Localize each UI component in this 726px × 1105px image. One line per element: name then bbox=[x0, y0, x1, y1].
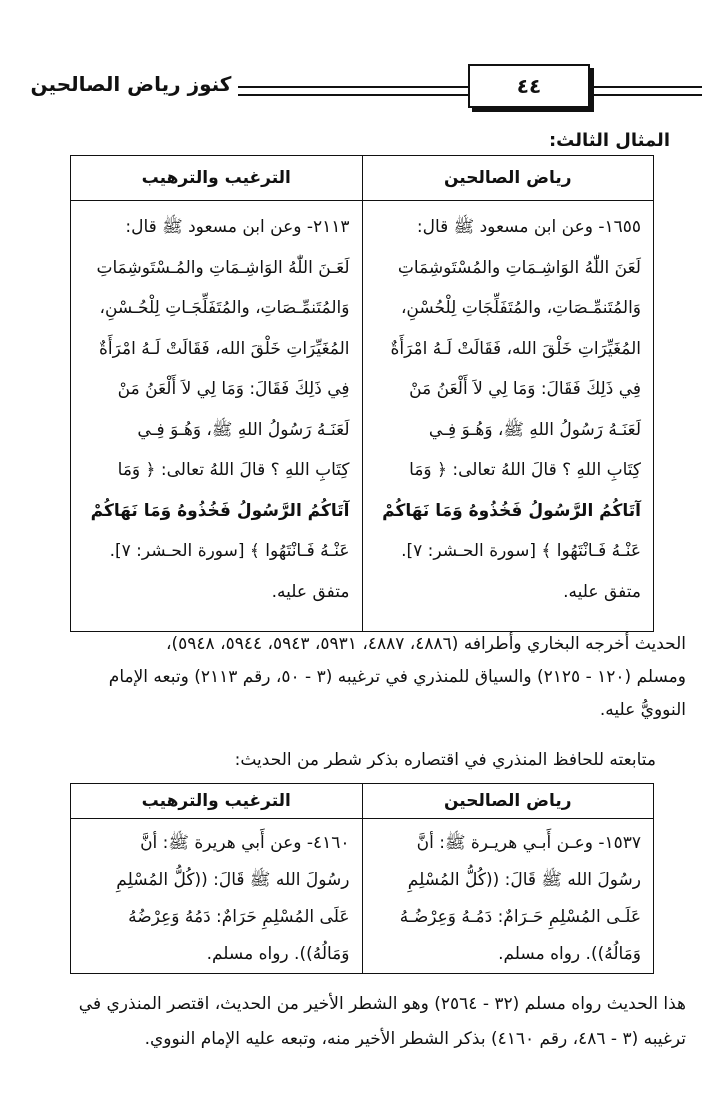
text-line: وَمَالُهُ)). رواه مسلم. bbox=[498, 944, 641, 964]
comparison-table-2 bbox=[70, 783, 654, 974]
example-label: المثال الثالث: bbox=[548, 130, 670, 151]
text-line: هذا الحديث رواه مسلم (٣٢ - ٢٥٦٤) وهو الشطر الأخير من الحديث، اقتصر المنذري في bbox=[78, 994, 686, 1014]
text-line: ترغيبه (٣ - ٤٨٦، رقم ٤١٦٠) بذكر الشطر الأخير منه، وتبعه عليه الإمام النووي. bbox=[144, 1029, 686, 1049]
paragraph-intro bbox=[46, 744, 656, 777]
text-line: الحديث أخرجه البخاري وأطرافه (٤٨٨٦، ٤٨٨٧، ٥٩٣١، ٥٩٤٣، ٥٩٤٤، ٥٩٤٨)، bbox=[166, 634, 686, 654]
table1-header-targhib: الترغيب والترهيب bbox=[71, 156, 363, 201]
text-line: ٢١١٣- وعن ابن مسعود ﷺ قال: bbox=[125, 217, 350, 237]
table2-header-targhib: الترغيب والترهيب bbox=[71, 784, 363, 819]
text-line: ١٥٣٧- وعـن أَبـي هريـرة ﷺ: أنَّ bbox=[416, 833, 641, 853]
text-line: رسُولَ الله ﷺ قَالَ: ((كُلُّ المُسْلِمِ bbox=[407, 870, 641, 890]
comparison-table-1 bbox=[70, 155, 654, 632]
text-line: ٤١٦٠- وعن أَبي هريرة ﷺ: أنَّ bbox=[140, 833, 350, 853]
table1-header-riyad: رياض الصالحين bbox=[362, 156, 654, 201]
running-title: كنوز رياض الصالحين bbox=[30, 72, 232, 96]
table2-header-riyad: رياض الصالحين bbox=[362, 784, 654, 819]
text-line: وَالمُتَنمِّـصَاتِ، والمُتَفَلِّجَـاتِ لِلْحُـسْنِ، bbox=[99, 298, 350, 318]
text-line: آتَاكُمُ الرَّسُولُ فَخُذُوهُ وَمَا نَهَاكُمْ bbox=[90, 500, 350, 521]
text-line: عَنْـهُ فَـانْتَهُوا ﴾ [سورة الحـشر: ٧]. bbox=[109, 541, 350, 561]
text-line: وَالمُتَنمِّـصَاتِ، والمُتَفَلِّجَاتِ لِلْحُسْنِ، bbox=[400, 298, 641, 318]
table1-cell-targhib bbox=[71, 201, 363, 632]
paragraph-sources bbox=[46, 628, 686, 727]
text-line: كِتَابِ اللهِ ؟ قالَ اللهُ تعالى: ﴿ وَمَا bbox=[117, 460, 350, 480]
text-line: ومسلم (١٢٠ - ٢١٢٥) والسياق للمنذري في ترغيبه (٣ - ٥٠، رقم ٢١١٣) وتبعه الإمام bbox=[108, 667, 686, 687]
text-line: فِي ذَلِكَ فَقَالَ: وَمَا لِي لاَ أَلْعَنُ مَنْ bbox=[117, 379, 350, 399]
table1-cell-riyad bbox=[362, 201, 654, 632]
text-line: المُغَيِّرَاتِ خَلْقَ الله، فَقَالَتْ لَـهُ امْرَأَةٌ bbox=[98, 338, 350, 359]
text-line: كِتَابِ اللهِ ؟ قالَ اللهُ تعالى: ﴿ وَمَا bbox=[409, 460, 641, 480]
header-rule-short bbox=[592, 86, 702, 96]
text-line: عَلَـى المُسْلِمِ حَـرَامٌ: دَمُـهُ وَعِرْضُـهُ bbox=[399, 907, 641, 927]
text-line: فِي ذَلِكَ فَقَالَ: وَمَا لِي لاَ أَلْعَنُ مَنْ bbox=[409, 379, 641, 399]
text-line: المُغَيِّرَاتِ خَلْقَ الله، فَقَالَتْ لَـهُ امْرَأَةٌ bbox=[390, 338, 641, 359]
text-line: لَعَنَ اللّٰهُ الوَاشِـمَاتِ والمُسْتَوشِمَاتِ bbox=[397, 257, 641, 278]
text-line: وَمَالُهُ)). رواه مسلم. bbox=[206, 944, 350, 964]
text-line: لَعَنَـهُ رَسُولُ اللهِ ﷺ، وَهُـوَ فِـي bbox=[428, 419, 641, 440]
page-header bbox=[26, 64, 702, 110]
text-line: متفق عليه. bbox=[563, 581, 641, 602]
table2-cell-targhib bbox=[71, 819, 363, 974]
text-line: آتَاكُمُ الرَّسُولُ فَخُذُوهُ وَمَا نَهَاكُمْ bbox=[382, 500, 641, 521]
text-line: لَعَـنَ اللّٰهُ الوَاشِـمَاتِ والمُـسْتَوشِمَاتِ bbox=[96, 257, 350, 278]
text-line: ١٦٥٥- وعن ابن مسعود ﷺ قال: bbox=[416, 217, 641, 237]
text-line: رسُولَ الله ﷺ قَالَ: ((كُلُّ المُسْلِمِ bbox=[116, 870, 350, 890]
paragraph-conclusion bbox=[46, 987, 686, 1057]
text-line: عَلَى المُسْلِمِ حَرَامٌ: دَمُهُ وَعِرْضُهُ bbox=[128, 907, 350, 927]
text-line: متابعته للحافظ المنذري في اقتصاره بذكر شطر من الحديث: bbox=[234, 750, 656, 770]
page-number: ٤٤ bbox=[468, 64, 590, 108]
text-line: النوويُّ عليه. bbox=[599, 700, 686, 720]
table2-cell-riyad bbox=[362, 819, 654, 974]
text-line: متفق عليه. bbox=[271, 581, 350, 602]
text-line: لَعَنَـهُ رَسُولُ اللهِ ﷺ، وَهُـوَ فِـي bbox=[137, 419, 350, 440]
text-line: عَنْـهُ فَـانْتَهُوا ﴾ [سورة الحـشر: ٧]. bbox=[401, 541, 641, 561]
